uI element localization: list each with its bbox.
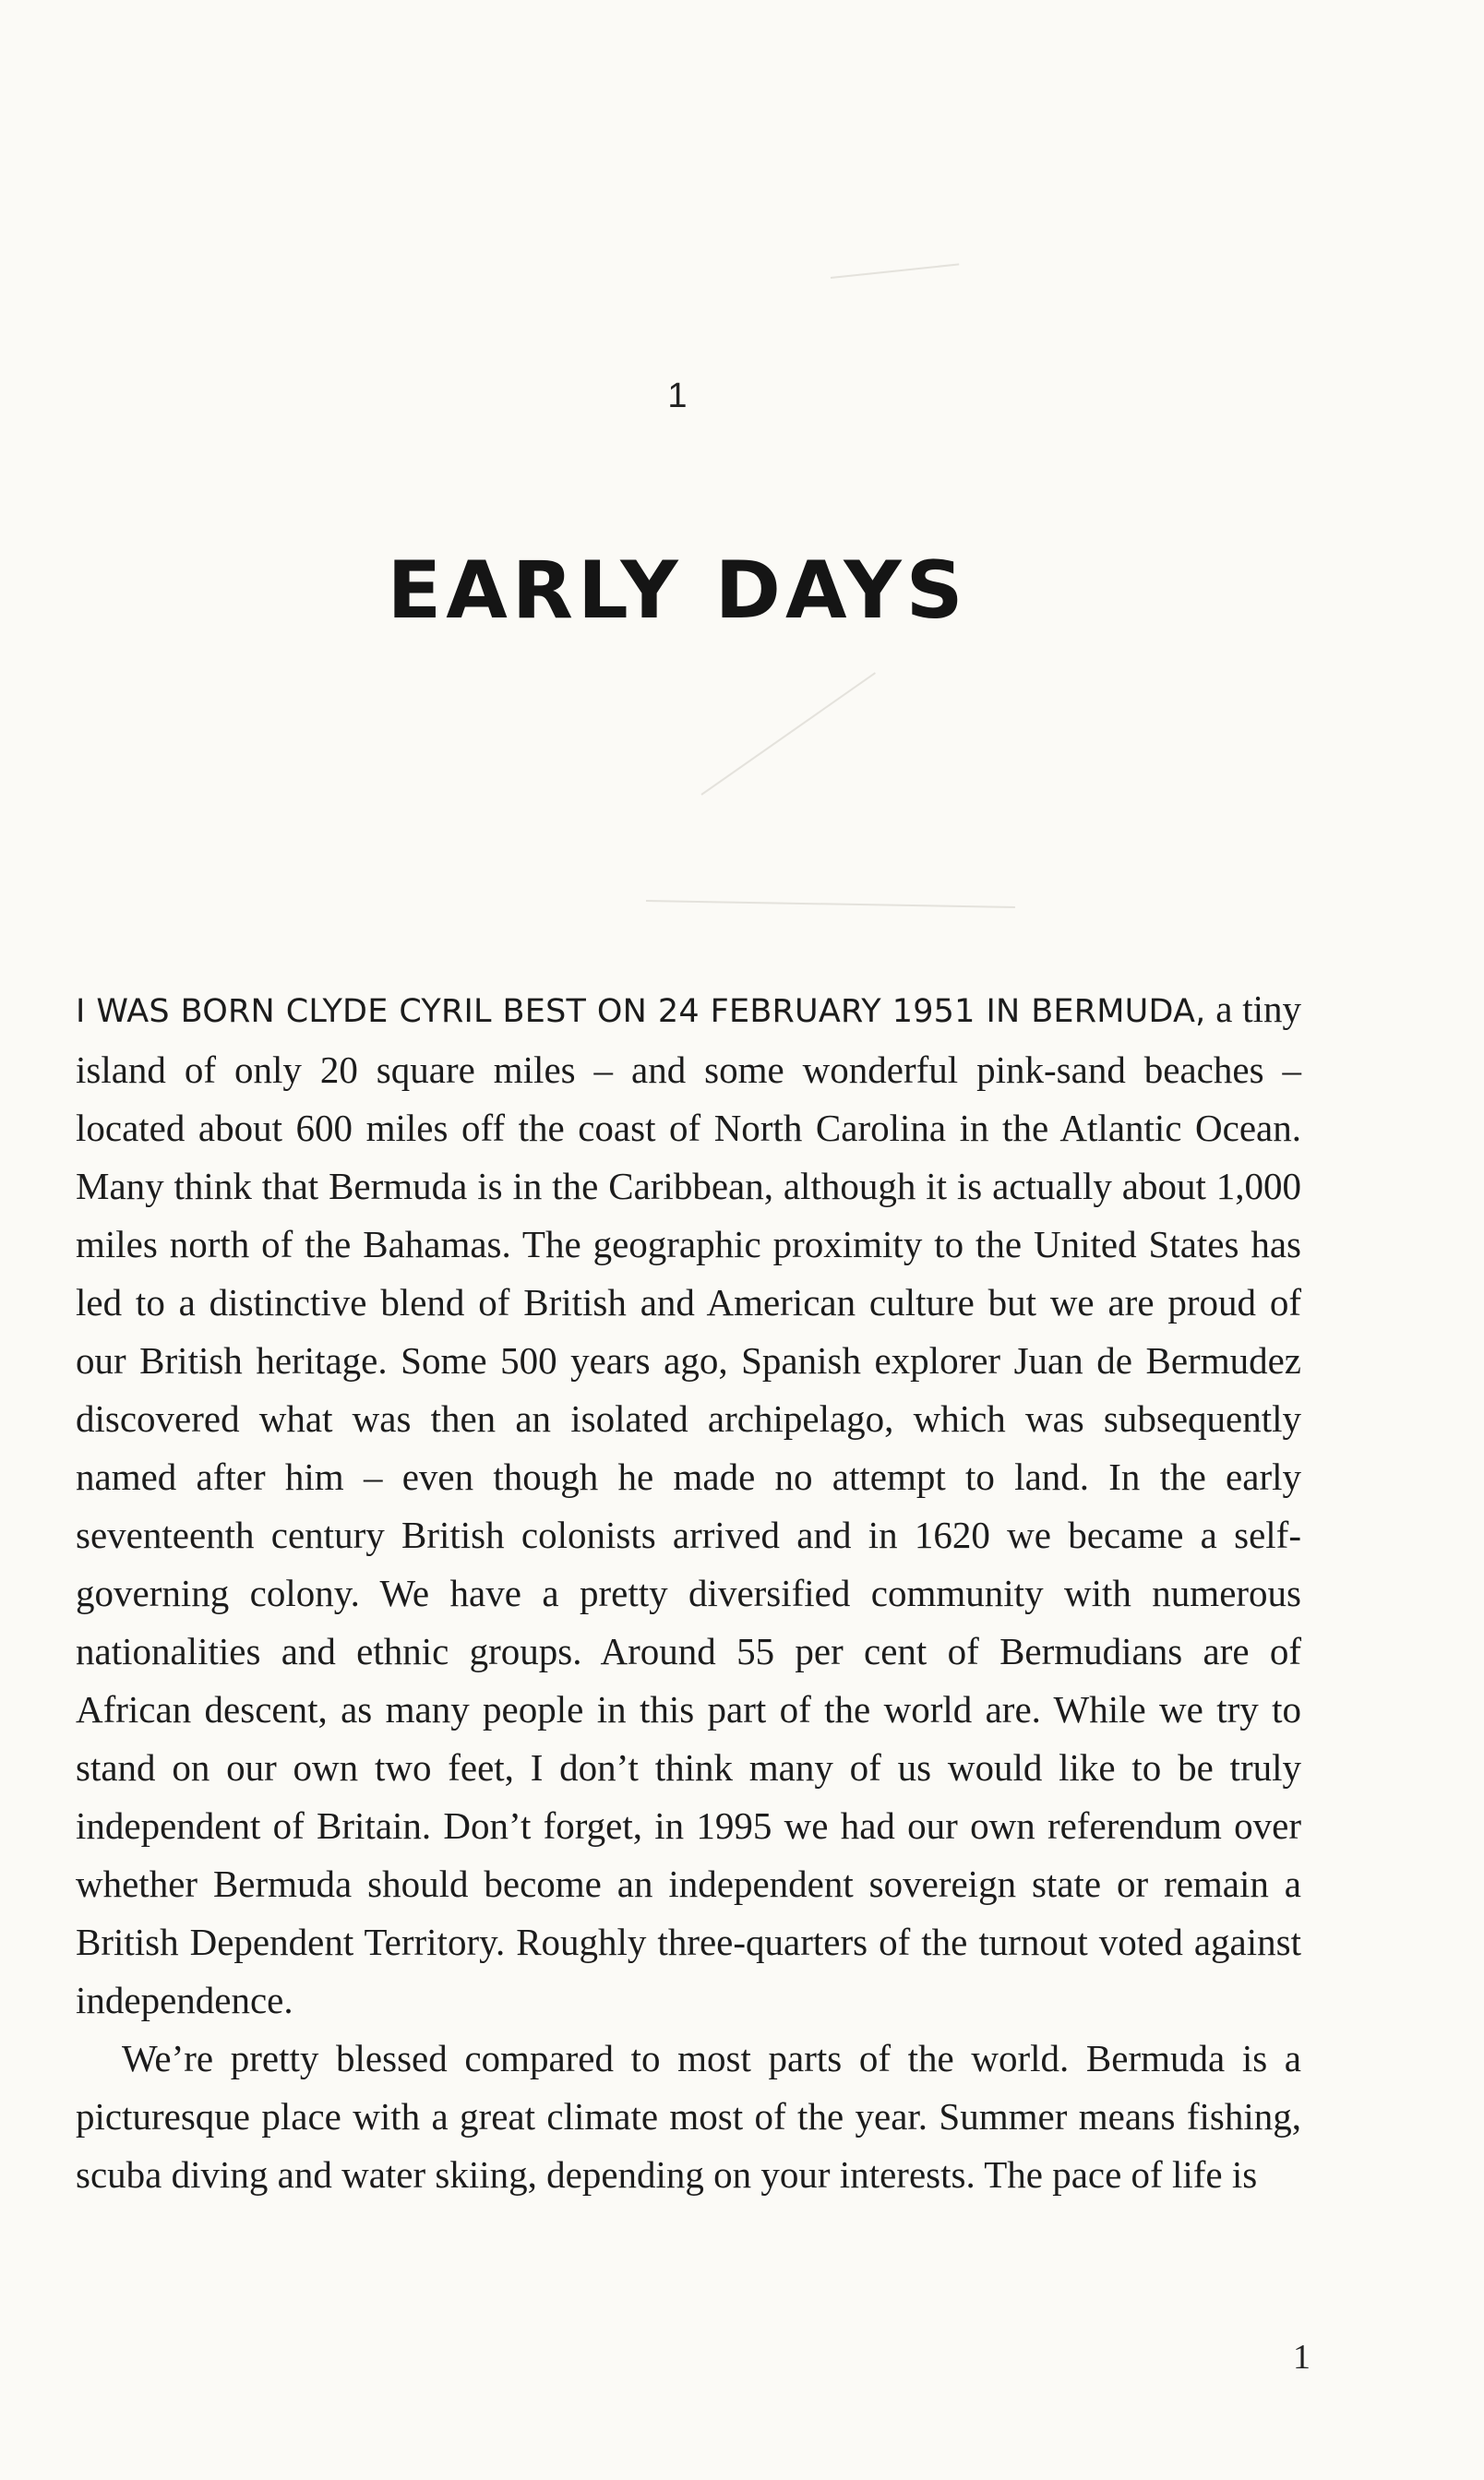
chapter-title: EARLY DAYS [387, 545, 968, 637]
paragraph-text: We’re pretty blessed compared to most parts of the world. Bermuda is a picturesque place with a great climate most of the year. Summer means fishing, scuba diving and water skiing, depending on your interests. The pace of life is [76, 2037, 1301, 2196]
paper-crease [700, 672, 876, 796]
body-text [76, 980, 1301, 2204]
paragraph [76, 2030, 1301, 2204]
page-number: 1 [1293, 2338, 1310, 2377]
chapter-number: 1 [667, 377, 688, 415]
paragraph-text: a tiny island of only 20 square miles – and some wonderful pink-sand beaches – located about 600 miles off the coast of North Carolina in the Atlantic Ocean. Many think that Bermuda is in the Caribbean, although it is actually about 1,000 miles north of the Bahamas. The geographic proximity to the United States has led to a distinctive blend of British and American culture but we are proud of our British heritage. Some 500 years ago, Spanish explorer Juan de Bermudez discovered what was then an isolated archipelago, which was subsequently named after him – even though he made no attempt to land. In the early seventeenth century British colonists arrived and in 1620 we became a self-governing colony. We have a pretty diversified community with numerous nationalities and ethnic groups. Around 55 per cent of Bermudians are of African descent, as many people in this part of the world are. While we try to stand on our own two feet, I don’t think many of us would like to be truly independent of Britain. Don’t forget, in 1995 we had our own referendum over whether Bermuda should become an independent sovereign state or remain a British Dependent Territory. Roughly three-quarters of the turnout voted against independence. [76, 988, 1301, 2021]
paper-crease [831, 263, 959, 279]
paper-crease [646, 900, 1015, 908]
paragraph [76, 980, 1301, 2030]
opening-small-caps: I WAS BORN CLYDE CYRIL BEST ON 24 FEBRUARY 1951 IN BERMUDA, [76, 993, 1206, 1030]
